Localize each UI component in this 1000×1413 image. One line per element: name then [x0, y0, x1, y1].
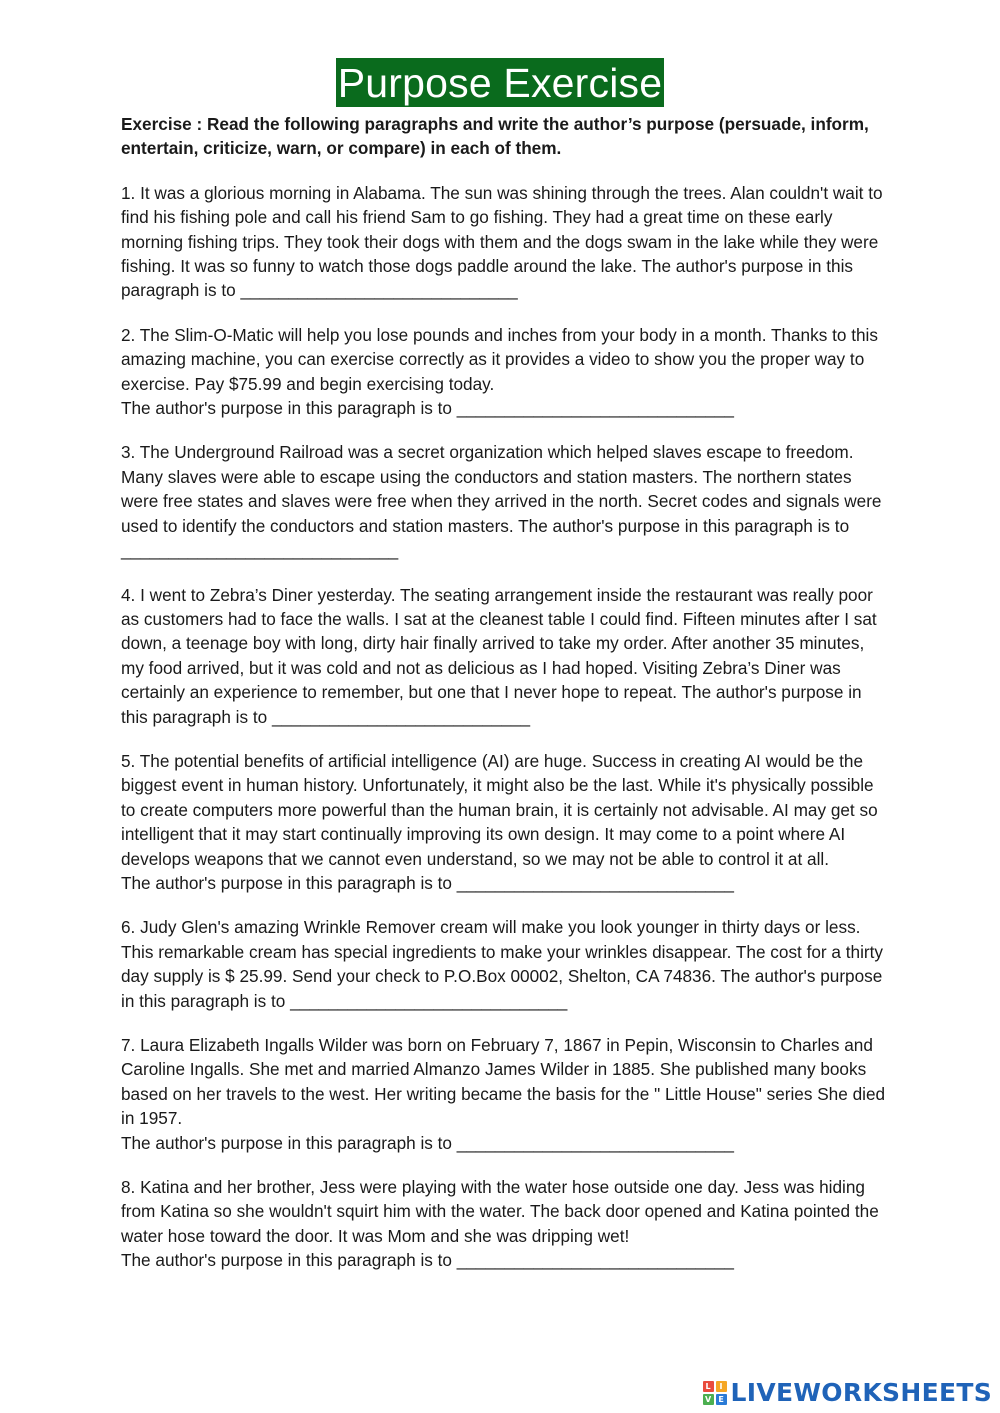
exercise-instructions: Exercise : Read the following paragraphs and write the author’s purpose (persuade, inform, entertain, criticize, warn, or compare) in each of them.: [121, 114, 869, 159]
paragraph-text: 2. The Slim-O-Matic will help you lose pounds and inches from your body in a month. Thanks to this amazing machine, you can exercise correctly as it provides a video to show you the proper way to exercise. Pay $75.99 and begin exercising today.: [121, 324, 878, 394]
logo-tile: V: [703, 1394, 714, 1405]
paragraph-3: [121, 440, 886, 562]
title-wrap: [0, 58, 1000, 107]
answer-blank[interactable]: _____________________________: [121, 540, 399, 561]
liveworksheets-logo-icon: [703, 1381, 727, 1405]
answer-blank[interactable]: ___________________________: [271, 706, 531, 727]
paragraph-8: [121, 1175, 886, 1273]
paragraph-text: 4. I went to Zebra’s Diner yesterday. The seating arrangement inside the restaurant was really poor as customers had to face the walls. I sat at the cleanest table I could find. Fifteen minutes after I sat down, a teenage boy with long, dirty hair finally arrived to take my order. After another 35 minutes, my food arrived, but it was cold and not as delicious as I had hoped. Visiting Zebra’s Diner was certainly an experience to remember, but one that I never hope to repeat. The author's purpose in this paragraph is to: [121, 584, 877, 727]
purpose-prompt: The author's purpose in this paragraph is to: [121, 398, 452, 419]
paragraph-1: [121, 181, 886, 303]
purpose-prompt: The author's purpose in this paragraph is to: [121, 872, 452, 893]
worksheet-content: [121, 112, 886, 1293]
answer-blank[interactable]: _____________________________: [456, 1132, 734, 1153]
page-title: Purpose Exercise: [337, 60, 663, 106]
paragraph-text: 7. Laura Elizabeth Ingalls Wilder was born on February 7, 1867 in Pepin, Wisconsin to Charles and Caroline Ingalls. She met and married Almanzo James Wilder in 1885. She published many books based on her travels to the west. Her writing became the basis for the " Little House" series She died in 1957.: [121, 1035, 886, 1129]
paragraph-6: [121, 915, 886, 1013]
paragraph-text: 6. Judy Glen's amazing Wrinkle Remover cream will make you look younger in thirty days or less. This remarkable cream has special ingredients to make your wrinkles disappear. The cost for a thirty day supply is $ 25.99. Send your check to P.O.Box 00002, Shelton, CA 74836. The author's purpose in this paragraph is to: [121, 917, 883, 1011]
purpose-prompt: The author's purpose in this paragraph is to: [121, 1132, 452, 1153]
purpose-prompt: The author's purpose in this paragraph is to: [121, 1250, 452, 1271]
logo-tile: E: [716, 1394, 727, 1405]
answer-blank[interactable]: _____________________________: [456, 398, 734, 419]
logo-tile: I: [716, 1381, 727, 1392]
answer-blank[interactable]: _____________________________: [456, 1250, 734, 1271]
answer-blank[interactable]: _____________________________: [290, 990, 568, 1011]
answer-blank[interactable]: _____________________________: [456, 872, 734, 893]
paragraph-text: 8. Katina and her brother, Jess were playing with the water hose outside one day. Jess was hiding from Katina so she wouldn't squirt him with the water. The back door opened and Katina pointed the water hose toward the door. It was Mom and she was dripping wet!: [121, 1177, 879, 1246]
paragraph-7: [121, 1033, 886, 1155]
paragraph-text: 1. It was a glorious morning in Alabama. The sun was shining through the trees. Alan couldn't wait to find his fishing pole and call his friend Sam to go fishing. They had a great time on these early morning fishing trips. They took their dogs with them and the dogs swam in the lake while they were fishing. It was so funny to watch those dogs paddle around the lake. The author's purpose in this paragraph is to: [121, 182, 883, 301]
logo-tile: L: [703, 1381, 714, 1392]
paragraph-5: [121, 749, 886, 895]
paragraph-text: 3. The Underground Railroad was a secret organization which helped slaves escape to freedom. Many slaves were able to escape using the conductors and station masters. The northern states were free states and slaves were free when they arrived in the north. Secret codes and signals were used to identify the conductors and station masters. The author's purpose in this paragraph is to: [121, 442, 882, 536]
liveworksheets-brand[interactable]: [703, 1378, 992, 1407]
paragraph-2: [121, 323, 886, 421]
brand-name: LIVEWORKSHEETS: [730, 1378, 992, 1407]
answer-blank[interactable]: _____________________________: [240, 280, 518, 301]
paragraph-4: [121, 583, 886, 729]
paragraph-text: 5. The potential benefits of artificial intelligence (AI) are huge. Success in creating AI would be the biggest event in human history. Unfortunately, it might also be the last. While it's physically possible to create computers more powerful than the human brain, it is certainly not advisable. AI may get so intelligent that it may start continually improving its own design. It may come to a point where AI develops weapons that we cannot even understand, so we may not be able to control it at all.: [121, 750, 878, 869]
